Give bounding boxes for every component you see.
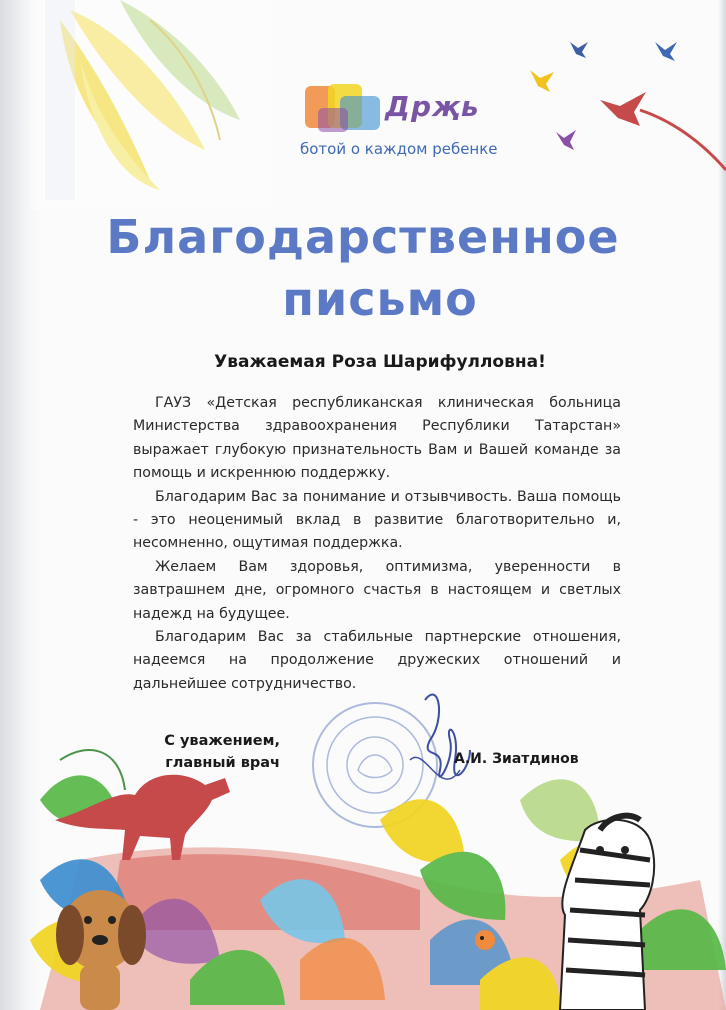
logo-text: Дрҗь	[385, 90, 480, 123]
letter-title-line2: письмо	[282, 272, 478, 326]
critter-illustration	[475, 930, 495, 950]
closing-line: С уважением,	[164, 733, 280, 749]
signer-name: А.И. Зиатдинов	[454, 751, 579, 767]
closing-position: главный врач	[165, 755, 280, 771]
body-paragraph: Благодарим Вас за понимание и отзывчивость. Ваша помощь - это неоценимый вклад в развитие благотворительно и, несомненно, ощутимая поддержка.	[133, 488, 621, 552]
letter-title-line1: Благодарственное	[106, 210, 620, 264]
body-paragraph: ГАУЗ «Детская республиканская клиническая больница Министерства здравоохранения Республики Татарстан» выражает глубокую признательность Вам и Вашей команде за помощь и искреннюю поддержку.	[133, 395, 621, 482]
zebra-illustration	[560, 816, 654, 1010]
logo-slogan: ботой о каждом ребенке	[300, 140, 498, 158]
salutation: Уважаемая Роза Шарифулловна!	[214, 352, 546, 372]
body-paragraph: Желаем Вам здоровья, оптимизма, уверенности в завтрашнем дне, огромного счастья в настоящем и светлых надежд на будущее.	[133, 558, 621, 622]
body-paragraph: Благодарим Вас за стабильные партнерские отношения, надеемся на продолжение дружеских отношений и дальнейшее сотрудничество.	[133, 629, 621, 692]
